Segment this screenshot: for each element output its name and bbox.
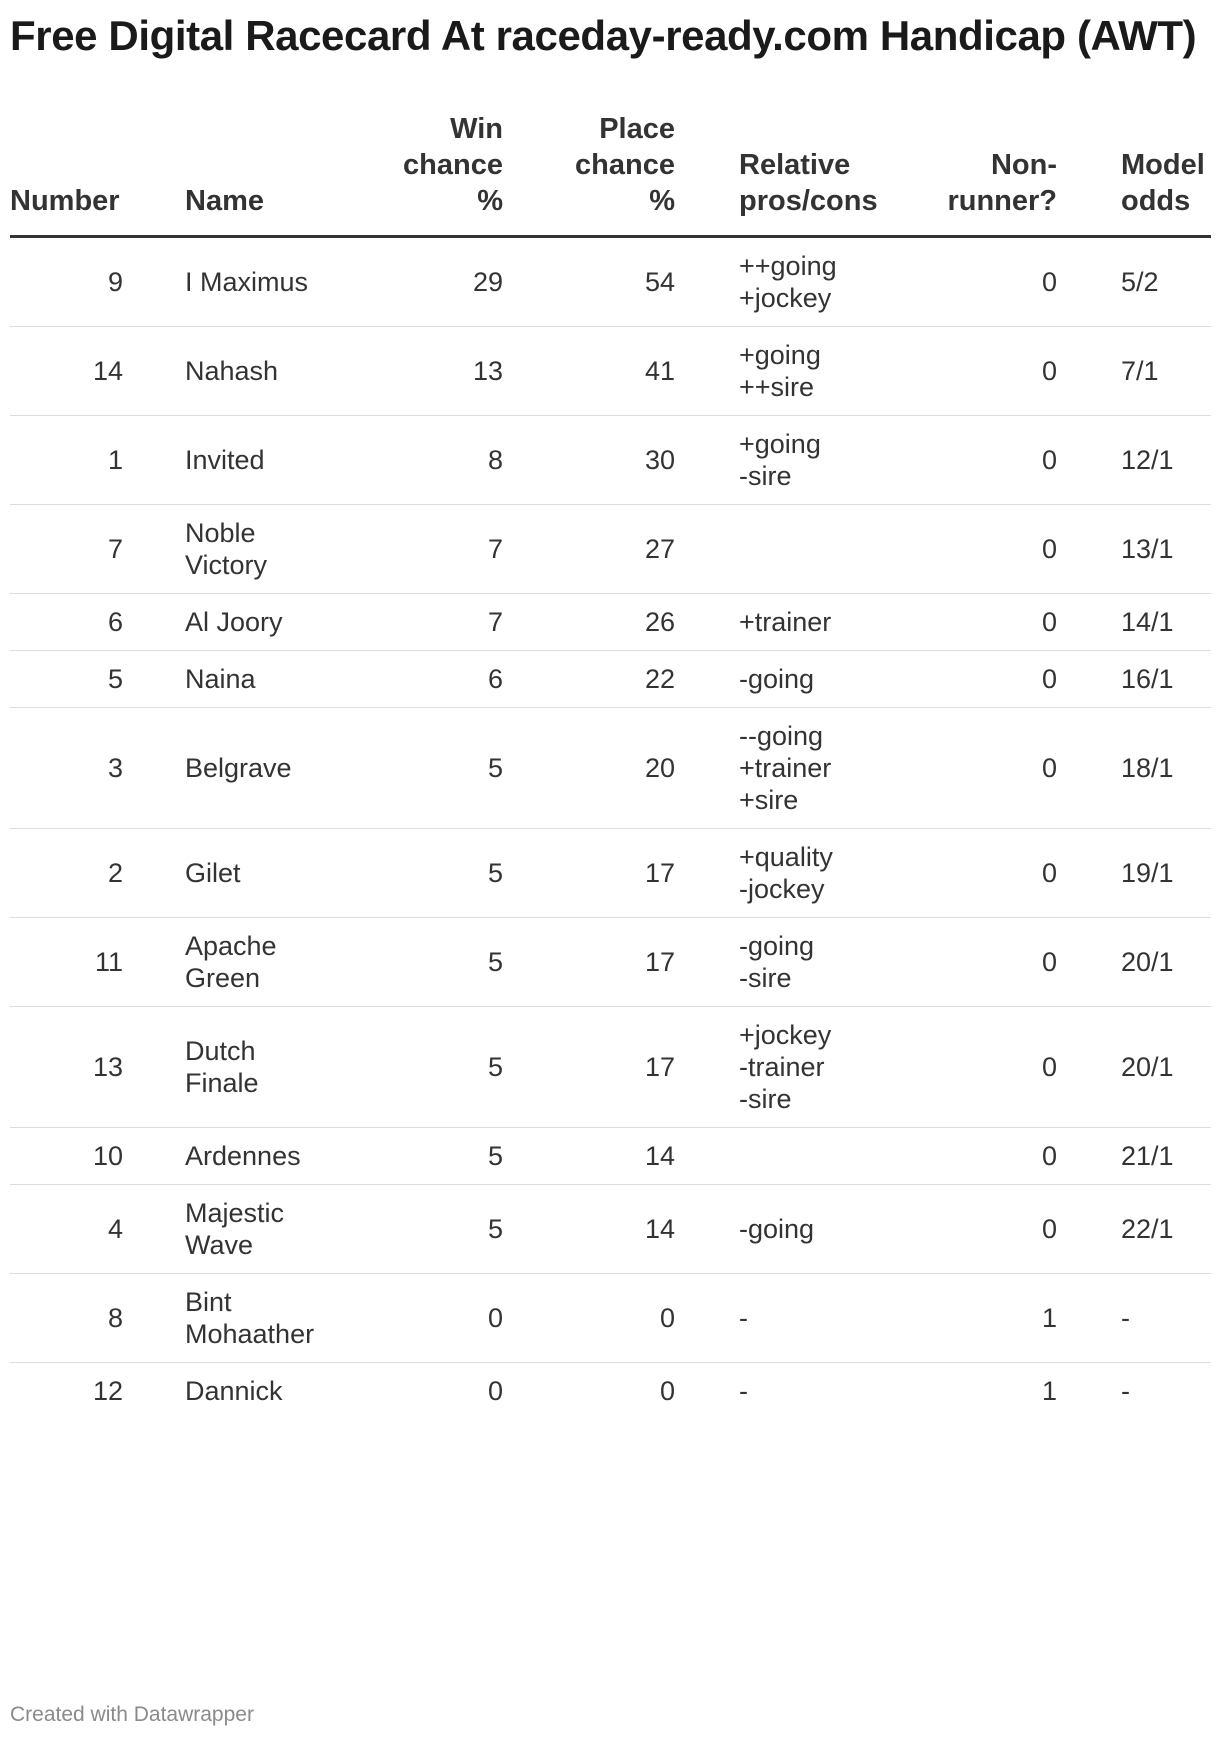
cell-spacer xyxy=(675,416,739,505)
cell-model-odds: 7/1 xyxy=(1121,356,1159,386)
horse-name-line: Naina xyxy=(185,664,256,694)
cell-spacer xyxy=(675,237,739,327)
horse-name-line: Invited xyxy=(185,445,265,475)
cell-name xyxy=(185,918,325,1007)
cell-non-runner: 0 xyxy=(1041,1052,1057,1082)
chart-title: Free Digital Racecard At raceday-ready.com Handicap (AWT) xyxy=(10,12,1197,59)
cell-name xyxy=(185,1363,325,1420)
horse-name-line: Majestic xyxy=(185,1198,285,1228)
cell-win-chance: 8 xyxy=(487,445,503,475)
pros-cons-line: -going xyxy=(739,1214,815,1244)
cell-number: 10 xyxy=(92,1141,123,1171)
cell-spacer xyxy=(123,708,185,829)
pros-cons-line: - xyxy=(739,1376,748,1406)
cell-non-runner: 0 xyxy=(1041,858,1057,888)
datawrapper-credit: Created with Datawrapper xyxy=(10,1703,254,1726)
cell-model-odds: 20/1 xyxy=(1121,947,1174,977)
cell-spacer xyxy=(123,1007,185,1128)
header-number: Number xyxy=(10,185,120,217)
cell-name xyxy=(185,1185,325,1274)
pros-cons-line: -sire xyxy=(739,963,792,993)
cell-number: 5 xyxy=(107,664,123,694)
cell-name xyxy=(185,594,325,651)
cell-place-chance: 14 xyxy=(644,1214,675,1244)
cell-model-odds: - xyxy=(1121,1376,1130,1406)
cell-name xyxy=(185,416,325,505)
header-model-odds xyxy=(1121,111,1211,237)
cell-pros-cons xyxy=(739,651,882,708)
header-win-line: % xyxy=(477,185,503,217)
table-row xyxy=(10,1363,1211,1420)
header-win-line: chance xyxy=(403,149,503,181)
cell-number: 2 xyxy=(107,858,123,888)
cell-place-chance: 27 xyxy=(644,534,675,564)
cell-spacer xyxy=(1057,416,1121,505)
cell-win-chance: 5 xyxy=(487,1052,503,1082)
cell-pros-cons xyxy=(739,505,882,594)
cell-spacer xyxy=(123,237,185,327)
cell-number: 3 xyxy=(107,753,123,783)
cell-spacer xyxy=(675,1128,739,1185)
pros-cons-line: - xyxy=(739,1303,748,1333)
cell-spacer xyxy=(675,918,739,1007)
header-pros-cons xyxy=(739,111,882,237)
pros-cons-line: -sire xyxy=(739,461,792,491)
header-row xyxy=(10,111,1211,237)
cell-name xyxy=(185,327,325,416)
pros-cons-line: +jockey xyxy=(739,283,832,313)
cell-win-chance: 6 xyxy=(487,664,503,694)
cell-pros-cons xyxy=(739,1128,882,1185)
cell-spacer xyxy=(123,651,185,708)
cell-non-runner: 0 xyxy=(1041,534,1057,564)
cell-spacer xyxy=(1057,237,1121,327)
cell-pros-cons xyxy=(739,708,882,829)
cell-place-chance: 17 xyxy=(644,858,675,888)
cell-win-chance: 0 xyxy=(487,1303,503,1333)
pros-cons-line: +jockey xyxy=(739,1020,832,1050)
pros-cons-line: -trainer xyxy=(739,1052,825,1082)
horse-name-line: Gilet xyxy=(185,858,241,888)
horse-name-line: Finale xyxy=(185,1068,259,1098)
cell-spacer xyxy=(1057,1185,1121,1274)
cell-non-runner: 0 xyxy=(1041,753,1057,783)
cell-spacer xyxy=(675,1274,739,1363)
header-odds-line: Model xyxy=(1121,149,1205,181)
horse-name-line: Nahash xyxy=(185,356,279,386)
table-body xyxy=(10,237,1211,1420)
cell-name xyxy=(185,829,325,918)
table-row xyxy=(10,918,1211,1007)
pros-cons-line: +sire xyxy=(739,785,799,815)
cell-name xyxy=(185,1007,325,1128)
cell-win-chance: 5 xyxy=(487,858,503,888)
cell-non-runner: 0 xyxy=(1041,445,1057,475)
cell-place-chance: 17 xyxy=(644,1052,675,1082)
table-row xyxy=(10,505,1211,594)
cell-name xyxy=(185,651,325,708)
cell-number: 13 xyxy=(92,1052,123,1082)
cell-model-odds: 19/1 xyxy=(1121,858,1174,888)
cell-number: 7 xyxy=(107,534,123,564)
cell-pros-cons xyxy=(739,1363,882,1420)
cell-name xyxy=(185,505,325,594)
table-row xyxy=(10,416,1211,505)
cell-model-odds: - xyxy=(1121,1303,1130,1333)
cell-spacer xyxy=(1057,594,1121,651)
cell-non-runner: 0 xyxy=(1041,947,1057,977)
cell-model-odds: 20/1 xyxy=(1121,1052,1174,1082)
pros-cons-line: +going xyxy=(739,429,821,459)
cell-pros-cons xyxy=(739,829,882,918)
cell-spacer xyxy=(1057,708,1121,829)
header-non-runner xyxy=(882,111,1057,237)
header-spacer xyxy=(1057,111,1121,237)
cell-spacer xyxy=(675,651,739,708)
cell-model-odds: 13/1 xyxy=(1121,534,1174,564)
header-nr-line: Non- xyxy=(990,149,1057,181)
cell-pros-cons xyxy=(739,1274,882,1363)
cell-win-chance: 29 xyxy=(472,267,503,297)
header-spacer xyxy=(675,111,739,237)
cell-non-runner: 0 xyxy=(1041,664,1057,694)
header-nr-line: runner? xyxy=(947,185,1057,217)
horse-name-line: Dutch xyxy=(185,1036,256,1066)
cell-pros-cons xyxy=(739,416,882,505)
table-row xyxy=(10,594,1211,651)
table-row xyxy=(10,829,1211,918)
racecard-table xyxy=(10,111,1211,1419)
cell-pros-cons xyxy=(739,327,882,416)
cell-place-chance: 0 xyxy=(659,1376,675,1406)
pros-cons-line: -jockey xyxy=(739,874,825,904)
cell-spacer xyxy=(123,829,185,918)
cell-place-chance: 20 xyxy=(644,753,675,783)
header-place-line: chance xyxy=(575,149,675,181)
horse-name-line: Victory xyxy=(185,550,268,580)
cell-place-chance: 41 xyxy=(644,356,675,386)
cell-number: 11 xyxy=(94,947,123,977)
cell-spacer xyxy=(1057,327,1121,416)
cell-model-odds: 14/1 xyxy=(1121,607,1174,637)
header-win-chance xyxy=(325,111,503,237)
cell-pros-cons xyxy=(739,237,882,327)
cell-place-chance: 26 xyxy=(644,607,675,637)
table-row xyxy=(10,1274,1211,1363)
header-pros-line: Relative xyxy=(739,149,851,181)
header-odds-line: odds xyxy=(1121,185,1191,217)
horse-name-line: Mohaather xyxy=(185,1319,315,1349)
header-place-line: % xyxy=(649,185,675,217)
cell-model-odds: 21/1 xyxy=(1121,1141,1174,1171)
horse-name-line: Ardennes xyxy=(185,1141,301,1171)
cell-number: 4 xyxy=(107,1214,123,1244)
horse-name-line: Belgrave xyxy=(185,753,292,783)
cell-name xyxy=(185,1274,325,1363)
pros-cons-line: ++sire xyxy=(739,372,815,402)
pros-cons-line: +trainer xyxy=(739,607,832,637)
header-place-line: Place xyxy=(599,113,675,145)
cell-model-odds: 16/1 xyxy=(1121,664,1174,694)
table-row xyxy=(10,1007,1211,1128)
cell-place-chance: 14 xyxy=(644,1141,675,1171)
cell-name xyxy=(185,708,325,829)
cell-spacer xyxy=(123,416,185,505)
cell-spacer xyxy=(123,1128,185,1185)
cell-model-odds: 18/1 xyxy=(1121,753,1174,783)
cell-win-chance: 0 xyxy=(487,1376,503,1406)
pros-cons-line: +trainer xyxy=(739,753,832,783)
header-name: Name xyxy=(185,185,264,217)
cell-non-runner: 1 xyxy=(1041,1376,1057,1406)
cell-place-chance: 30 xyxy=(644,445,675,475)
cell-win-chance: 13 xyxy=(472,356,503,386)
cell-win-chance: 7 xyxy=(487,534,503,564)
cell-spacer xyxy=(1057,651,1121,708)
cell-place-chance: 17 xyxy=(644,947,675,977)
cell-spacer xyxy=(123,594,185,651)
cell-win-chance: 7 xyxy=(487,607,503,637)
cell-spacer xyxy=(1057,1128,1121,1185)
cell-spacer xyxy=(675,708,739,829)
horse-name-line: Al Joory xyxy=(185,607,283,637)
cell-win-chance: 5 xyxy=(487,753,503,783)
table-row xyxy=(10,1185,1211,1274)
horse-name-line: Noble xyxy=(185,518,256,548)
cell-model-odds: 12/1 xyxy=(1121,445,1174,475)
cell-spacer xyxy=(675,594,739,651)
cell-spacer xyxy=(1057,1274,1121,1363)
cell-place-chance: 0 xyxy=(659,1303,675,1333)
header-win-line: Win xyxy=(450,113,503,145)
table-header xyxy=(10,111,1211,237)
horse-name-line: Bint xyxy=(185,1287,232,1317)
cell-spacer xyxy=(675,1007,739,1128)
cell-spacer xyxy=(123,1274,185,1363)
cell-pros-cons xyxy=(739,594,882,651)
cell-non-runner: 0 xyxy=(1041,1214,1057,1244)
cell-spacer xyxy=(1057,1007,1121,1128)
cell-place-chance: 54 xyxy=(644,267,675,297)
horse-name-line: Apache xyxy=(185,931,277,961)
cell-number: 14 xyxy=(92,356,123,386)
horse-name-line: Dannick xyxy=(185,1376,283,1406)
cell-spacer xyxy=(123,918,185,1007)
cell-name xyxy=(185,1128,325,1185)
cell-win-chance: 5 xyxy=(487,947,503,977)
cell-non-runner: 0 xyxy=(1041,607,1057,637)
cell-pros-cons xyxy=(739,1007,882,1128)
pros-cons-line: -going xyxy=(739,664,815,694)
cell-spacer xyxy=(1057,829,1121,918)
cell-model-odds: 22/1 xyxy=(1121,1214,1174,1244)
cell-non-runner: 0 xyxy=(1041,1141,1057,1171)
cell-spacer xyxy=(123,1363,185,1420)
cell-name xyxy=(185,237,325,327)
cell-non-runner: 0 xyxy=(1041,356,1057,386)
horse-name-line: Wave xyxy=(185,1230,254,1260)
header-pros-line: pros/cons xyxy=(739,185,878,217)
cell-spacer xyxy=(123,505,185,594)
cell-number: 1 xyxy=(107,445,123,475)
cell-spacer xyxy=(123,327,185,416)
cell-spacer xyxy=(1057,505,1121,594)
cell-spacer xyxy=(123,1185,185,1274)
cell-spacer xyxy=(675,1185,739,1274)
pros-cons-line: +going xyxy=(739,340,821,370)
cell-spacer xyxy=(1057,918,1121,1007)
cell-number: 8 xyxy=(107,1303,123,1333)
cell-spacer xyxy=(1057,1363,1121,1420)
cell-pros-cons xyxy=(739,918,882,1007)
cell-spacer xyxy=(675,505,739,594)
cell-model-odds: 5/2 xyxy=(1121,267,1159,297)
cell-spacer xyxy=(675,327,739,416)
header-spacer xyxy=(123,111,185,237)
cell-win-chance: 5 xyxy=(487,1214,503,1244)
cell-number: 6 xyxy=(107,607,123,637)
cell-win-chance: 5 xyxy=(487,1141,503,1171)
pros-cons-line: +quality xyxy=(739,842,833,872)
cell-non-runner: 0 xyxy=(1041,267,1057,297)
table-row xyxy=(10,327,1211,416)
cell-number: 9 xyxy=(107,267,123,297)
cell-place-chance: 22 xyxy=(644,664,675,694)
table-row xyxy=(10,237,1211,327)
pros-cons-line: -sire xyxy=(739,1084,792,1114)
cell-spacer xyxy=(675,1363,739,1420)
cell-non-runner: 1 xyxy=(1041,1303,1057,1333)
horse-name-line: I Maximus xyxy=(185,267,309,297)
header-place-chance xyxy=(503,111,675,237)
pros-cons-line: --going xyxy=(739,721,824,751)
horse-name-line: Green xyxy=(185,963,261,993)
pros-cons-line: ++going xyxy=(739,251,837,281)
table-row xyxy=(10,1128,1211,1185)
table-row xyxy=(10,651,1211,708)
cell-number: 12 xyxy=(92,1376,123,1406)
table-row xyxy=(10,708,1211,829)
pros-cons-line: -going xyxy=(739,931,815,961)
cell-spacer xyxy=(675,829,739,918)
cell-pros-cons xyxy=(739,1185,882,1274)
